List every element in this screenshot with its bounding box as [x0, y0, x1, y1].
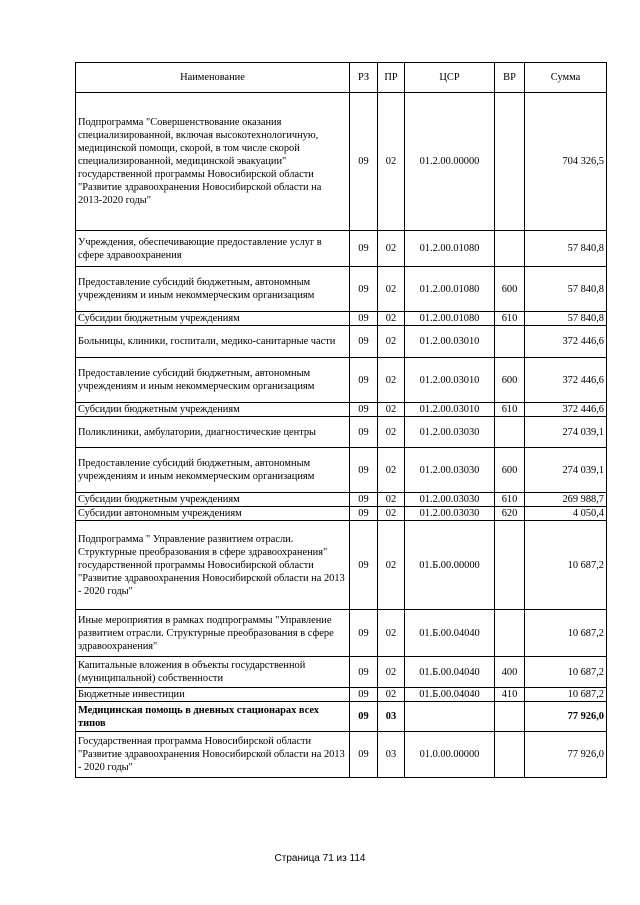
row-rz: 09: [350, 93, 378, 231]
row-rz: 09: [350, 493, 378, 507]
header-name: Наименование: [76, 63, 350, 93]
header-vr: ВР: [495, 63, 525, 93]
row-name: Субсидии бюджетным учреждениям: [76, 403, 350, 417]
row-sum: 77 926,0: [525, 732, 607, 778]
row-rz: 09: [350, 448, 378, 493]
row-csr: 01.2.00.03030: [405, 417, 495, 448]
row-rz: 09: [350, 403, 378, 417]
table-row: [76, 732, 607, 778]
row-vr: [495, 326, 525, 358]
row-pr: 02: [378, 231, 405, 267]
row-sum: 274 039,1: [525, 448, 607, 493]
row-vr: [495, 231, 525, 267]
row-sum: 4 050,4: [525, 507, 607, 521]
row-name: Субсидии бюджетным учреждениям: [76, 312, 350, 326]
row-name: Предоставление субсидий бюджетным, автономным учреждениям и иным некоммерческим организациям: [76, 358, 350, 403]
row-pr: 02: [378, 657, 405, 688]
row-csr: 01.2.00.03010: [405, 403, 495, 417]
header-rz: РЗ: [350, 63, 378, 93]
row-name: Предоставление субсидий бюджетным, автономным учреждениям и иным некоммерческим организациям: [76, 448, 350, 493]
table-row: [76, 507, 607, 521]
table-row: [76, 267, 607, 312]
table-row: [76, 312, 607, 326]
row-vr: [495, 417, 525, 448]
row-vr: 610: [495, 312, 525, 326]
header-pr: ПР: [378, 63, 405, 93]
row-name: Субсидии бюджетным учреждениям: [76, 493, 350, 507]
row-csr: 01.Б.00.04040: [405, 657, 495, 688]
row-name: Государственная программа Новосибирской области "Развитие здравоохранения Новосибирской области на 2013 - 2020 годы": [76, 732, 350, 778]
table-row: [76, 493, 607, 507]
row-csr: 01.0.00.00000: [405, 732, 495, 778]
row-vr: [495, 702, 525, 732]
row-name: Капитальные вложения в объекты государственной (муниципальной) собственности: [76, 657, 350, 688]
row-pr: 02: [378, 688, 405, 702]
row-sum: 57 840,8: [525, 312, 607, 326]
row-pr: 02: [378, 93, 405, 231]
row-pr: 02: [378, 403, 405, 417]
row-pr: 02: [378, 448, 405, 493]
row-rz: 09: [350, 688, 378, 702]
budget-table: [75, 62, 607, 778]
row-name: Поликлиники, амбулатории, диагностические центры: [76, 417, 350, 448]
row-vr: 620: [495, 507, 525, 521]
row-pr: 02: [378, 493, 405, 507]
row-csr: 01.2.00.03010: [405, 326, 495, 358]
table-row: [76, 93, 607, 231]
row-vr: 600: [495, 358, 525, 403]
row-vr: 600: [495, 448, 525, 493]
row-name: Больницы, клиники, госпитали, медико-санитарные части: [76, 326, 350, 358]
row-sum: 57 840,8: [525, 231, 607, 267]
row-csr: 01.2.00.03010: [405, 358, 495, 403]
row-vr: 610: [495, 493, 525, 507]
table-row: [76, 417, 607, 448]
row-sum: 10 687,2: [525, 657, 607, 688]
row-rz: 09: [350, 507, 378, 521]
row-name: Иные мероприятия в рамках подпрограммы "Управление развитием отрасли. Структурные преобразования в сфере здравоохранения": [76, 610, 350, 657]
row-sum: 372 446,6: [525, 403, 607, 417]
row-sum: 372 446,6: [525, 326, 607, 358]
table-row: [76, 326, 607, 358]
row-vr: 410: [495, 688, 525, 702]
row-rz: 09: [350, 657, 378, 688]
table-row: [76, 448, 607, 493]
row-name: Предоставление субсидий бюджетным, автономным учреждениям и иным некоммерческим организациям: [76, 267, 350, 312]
row-rz: 09: [350, 417, 378, 448]
row-pr: 02: [378, 358, 405, 403]
row-name: Медицинская помощь в дневных стационарах всех типов: [76, 702, 350, 732]
row-csr: 01.2.00.03030: [405, 448, 495, 493]
row-csr: 01.2.00.03030: [405, 507, 495, 521]
header-csr: ЦСР: [405, 63, 495, 93]
row-rz: 09: [350, 312, 378, 326]
row-sum: 274 039,1: [525, 417, 607, 448]
row-sum: 10 687,2: [525, 610, 607, 657]
row-sum: 77 926,0: [525, 702, 607, 732]
row-sum: 57 840,8: [525, 267, 607, 312]
row-vr: [495, 93, 525, 231]
row-name: Субсидии автономным учреждениям: [76, 507, 350, 521]
row-rz: 09: [350, 521, 378, 610]
row-rz: 09: [350, 231, 378, 267]
row-rz: 09: [350, 610, 378, 657]
row-vr: [495, 732, 525, 778]
row-pr: 03: [378, 702, 405, 732]
table-row: [76, 403, 607, 417]
table-row: [76, 657, 607, 688]
row-pr: 02: [378, 521, 405, 610]
row-csr: 01.2.00.03030: [405, 493, 495, 507]
header-row: [76, 63, 607, 93]
row-sum: 10 687,2: [525, 521, 607, 610]
row-sum: 704 326,5: [525, 93, 607, 231]
row-sum: 269 988,7: [525, 493, 607, 507]
row-vr: 600: [495, 267, 525, 312]
row-name: Бюджетные инвестиции: [76, 688, 350, 702]
row-csr: 01.2.00.01080: [405, 231, 495, 267]
row-sum: 10 687,2: [525, 688, 607, 702]
row-rz: 09: [350, 326, 378, 358]
table-row: [76, 521, 607, 610]
row-pr: 02: [378, 417, 405, 448]
table-row: [76, 610, 607, 657]
table-row: [76, 231, 607, 267]
row-sum: 372 446,6: [525, 358, 607, 403]
row-rz: 09: [350, 702, 378, 732]
row-pr: 02: [378, 326, 405, 358]
row-csr: 01.Б.00.00000: [405, 521, 495, 610]
page-number: Страница 71 из 114: [274, 853, 366, 864]
row-pr: 02: [378, 267, 405, 312]
table-row: [76, 358, 607, 403]
table-row: [76, 702, 607, 732]
row-name: Учреждения, обеспечивающие предоставление услуг в сфере здравоохранения: [76, 231, 350, 267]
row-csr: 01.2.00.00000: [405, 93, 495, 231]
row-csr: [405, 702, 495, 732]
row-rz: 09: [350, 358, 378, 403]
header-sum: Сумма: [525, 63, 607, 93]
row-vr: 610: [495, 403, 525, 417]
row-csr: 01.2.00.01080: [405, 312, 495, 326]
row-pr: 02: [378, 312, 405, 326]
row-csr: 01.2.00.01080: [405, 267, 495, 312]
row-name: Подпрограмма " Управление развитием отрасли. Структурные преобразования в сфере здравоохранения" государственной программы Новосибирской области "Развитие здравоохранения Новосибирской области на 2013 - 2020 годы": [76, 521, 350, 610]
row-rz: 09: [350, 732, 378, 778]
row-rz: 09: [350, 267, 378, 312]
table-row: [76, 688, 607, 702]
row-csr: 01.Б.00.04040: [405, 688, 495, 702]
row-pr: 02: [378, 507, 405, 521]
row-vr: 400: [495, 657, 525, 688]
row-csr: 01.Б.00.04040: [405, 610, 495, 657]
row-name: Подпрограмма "Совершенствование оказания специализированной, включая высокотехнологичную, медицинской помощи, скорой, в том числе скорой специализированной, медицинской эвакуации" государственной программы Новосибирской области "Развитие здравоохранения Новосибирской области на 2013-2020 годы": [76, 93, 350, 231]
row-pr: 02: [378, 610, 405, 657]
row-vr: [495, 610, 525, 657]
row-vr: [495, 521, 525, 610]
row-pr: 03: [378, 732, 405, 778]
